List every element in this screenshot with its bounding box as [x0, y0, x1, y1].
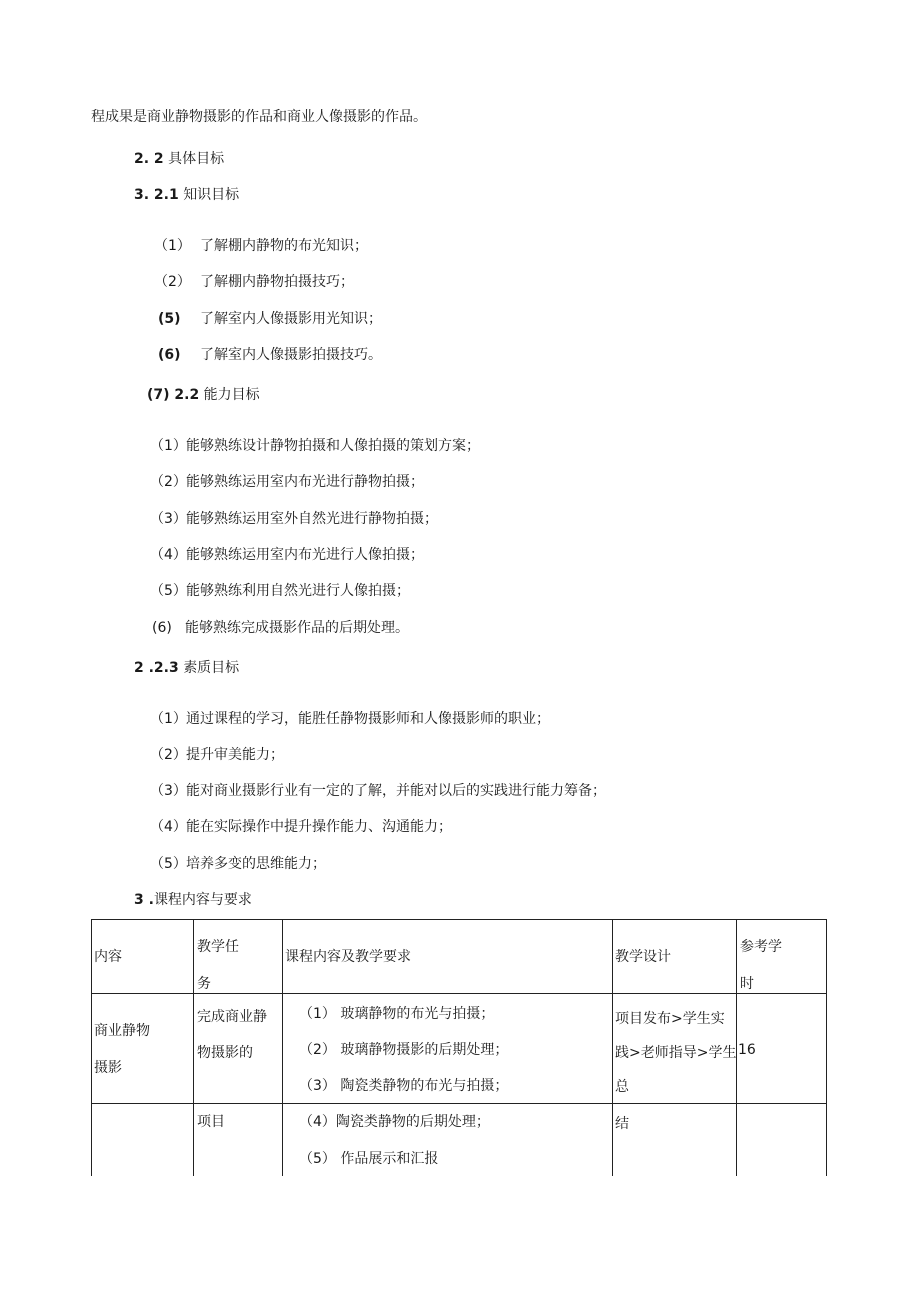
list-item [150, 817, 452, 837]
list-text: 能够熟练利用自然光进行人像拍摄； [186, 583, 410, 599]
section-number: 3. 2.1 [134, 187, 179, 203]
list-number: （5） [150, 583, 187, 599]
section-2-2-1-heading [134, 185, 239, 205]
list-number: （3） [150, 511, 187, 527]
section-number: 3 . [134, 892, 154, 908]
list-item [154, 272, 354, 292]
list-number: （2） [150, 474, 187, 490]
section-title: 具体目标 [168, 151, 225, 167]
section-number: (7) 2.2 [147, 387, 200, 403]
header-task [194, 920, 283, 994]
header-design [613, 920, 737, 994]
list-text: 通过课程的学习，能胜任静物摄影师和人像摄影师的职业； [186, 711, 550, 727]
list-number: (5) [158, 311, 181, 327]
section-2-2-2-heading [147, 385, 260, 405]
header-design-label: 教学设计 [615, 949, 671, 965]
cell-task [194, 1104, 283, 1177]
cell-text: 项目发布>学生实 [615, 1011, 725, 1027]
cell-text: 摄影 [94, 1060, 122, 1076]
list-text: 能对商业摄影行业有一定的了解，并能对以后的实践进行能力筹备； [186, 783, 606, 799]
section-number: 2. 2 [134, 151, 164, 167]
section-2-2-heading [134, 149, 224, 169]
intro-line: 程成果是商业静物摄影的作品和商业人像摄影的作品。 [91, 109, 427, 125]
cell-requirements [283, 994, 613, 1104]
cell-text: 物摄影的 [197, 1045, 253, 1061]
cell-text: 结 [615, 1116, 629, 1132]
header-content [92, 920, 194, 994]
list-text: 能够熟练设计静物拍摄和人像拍摄的策划方案； [186, 438, 480, 454]
list-text: 培养多变的思维能力； [186, 856, 326, 872]
list-text: 提升审美能力； [186, 747, 284, 763]
table-header-row [92, 920, 827, 994]
list-text: 能够熟练运用室内布光进行人像拍摄； [186, 547, 424, 563]
header-hours [737, 920, 827, 994]
list-item [150, 854, 326, 874]
header-task-label-2: 务 [197, 976, 211, 992]
list-text: 了解室内人像摄影用光知识； [200, 311, 382, 327]
cell-task [194, 994, 283, 1104]
table-row [92, 994, 827, 1104]
list-text: 了解棚内静物的布光知识； [200, 238, 368, 254]
section-number: 2 .2.3 [134, 660, 179, 676]
cell-content [92, 994, 194, 1104]
header-task-label-1: 教学任 [197, 939, 239, 955]
cell-text: （3） 陶瓷类静物的布光与拍摄； [299, 1078, 509, 1094]
cell-hours [737, 1104, 827, 1177]
list-text: 了解棚内静物拍摄技巧； [200, 274, 354, 290]
cell-design [613, 994, 737, 1104]
list-number: （1） [154, 238, 191, 254]
section-title: 课程内容与要求 [153, 892, 252, 908]
list-item [158, 309, 382, 329]
header-requirements-label: 课程内容及教学要求 [285, 949, 411, 965]
cell-requirements [283, 1104, 613, 1177]
cell-text: 商业静物 [94, 1023, 150, 1039]
list-item [150, 472, 424, 492]
list-item [152, 618, 409, 638]
list-number: （1） [150, 438, 187, 454]
cell-text: （1） 玻璃静物的布光与拍摄； [299, 1006, 495, 1022]
cell-text: 完成商业静 [197, 1009, 267, 1025]
list-item [150, 581, 410, 601]
cell-text: 项目 [197, 1114, 225, 1130]
list-item [150, 545, 424, 565]
list-number: (6) [158, 347, 181, 363]
header-requirements [283, 920, 613, 994]
list-item [154, 236, 368, 256]
cell-text: （5） 作品展示和汇报 [299, 1151, 439, 1167]
cell-text: 16 [738, 1042, 756, 1058]
list-item [150, 709, 550, 729]
cell-text: （4）陶瓷类静物的后期处理； [299, 1114, 490, 1130]
header-content-label: 内容 [94, 949, 122, 965]
cell-design [613, 1104, 737, 1177]
list-item [150, 436, 480, 456]
cell-content [92, 1104, 194, 1177]
list-item [150, 509, 438, 529]
list-number: （1） [150, 711, 187, 727]
section-title: 能力目标 [203, 387, 260, 403]
section-3-heading [134, 890, 252, 910]
list-number: （4） [150, 819, 187, 835]
list-number: （2） [154, 274, 191, 290]
list-number: （2） [150, 747, 187, 763]
cell-text: 总 [615, 1079, 629, 1095]
list-number: （3） [150, 783, 187, 799]
list-text: 了解室内人像摄影拍摄技巧。 [200, 347, 382, 363]
header-hours-label-1: 参考学 [740, 939, 782, 955]
section-title: 素质目标 [183, 660, 240, 676]
list-number: (6) [152, 620, 172, 636]
list-item [150, 781, 606, 801]
table-row [92, 1104, 827, 1177]
list-item [150, 745, 284, 765]
header-hours-label-2: 时 [740, 976, 754, 992]
list-number: （5） [150, 856, 187, 872]
list-text: 能够熟练完成摄影作品的后期处理。 [185, 620, 409, 636]
list-item [158, 345, 382, 365]
cell-text: （2） 玻璃静物摄影的后期处理； [299, 1042, 509, 1058]
cell-text: 践>老师指导>学生 [615, 1045, 737, 1061]
list-text: 能够熟练运用室内布光进行静物拍摄； [186, 474, 424, 490]
cell-hours [737, 994, 827, 1104]
course-content-table [91, 919, 827, 1176]
list-text: 能在实际操作中提升操作能力、沟通能力； [186, 819, 452, 835]
section-2-2-3-heading [134, 658, 239, 678]
list-number: （4） [150, 547, 187, 563]
list-text: 能够熟练运用室外自然光进行静物拍摄； [186, 511, 438, 527]
section-title: 知识目标 [183, 187, 240, 203]
